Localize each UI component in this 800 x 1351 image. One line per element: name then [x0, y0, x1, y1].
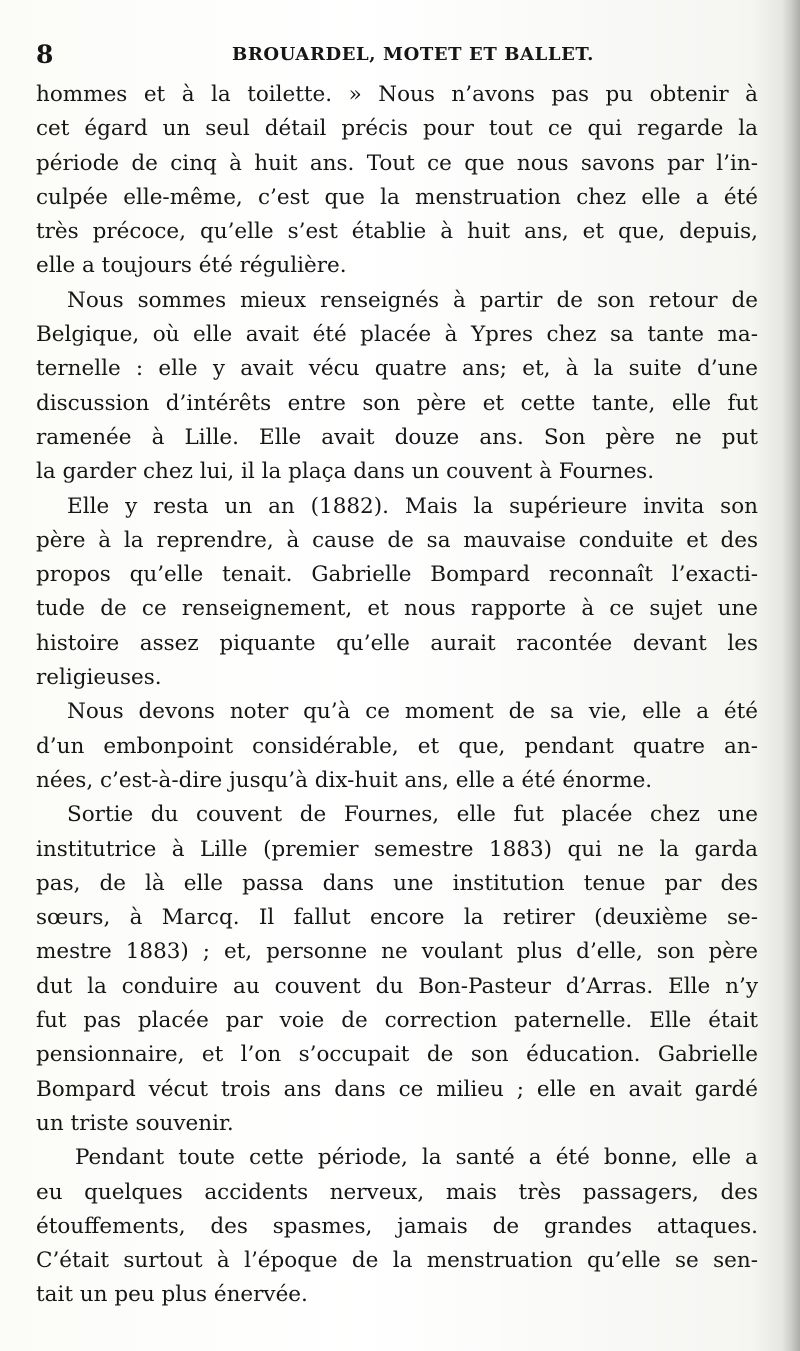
running-head: BROUARDEL, MOTET ET BALLET.	[232, 44, 594, 65]
paragraph	[36, 798, 758, 1141]
text-line: très précoce, qu’elle s’est établie à huit ans, et que, depuis,	[36, 219, 758, 245]
page-edge-shadow	[782, 0, 800, 1351]
text-line: la garder chez lui, il la plaça dans un couvent à Fournes.	[36, 459, 655, 485]
text-line: hommes et à la toilette. » Nous n’avons pas pu obtenir à	[36, 82, 758, 107]
paragraph	[36, 490, 758, 696]
text-line: ramenée à Lille. Elle avait douze ans. Son père ne put	[36, 424, 758, 450]
paragraph	[36, 284, 758, 490]
text-line: Bompard vécut trois ans dans ce milieu ; elle en avait gardé	[36, 1076, 758, 1102]
text-line: sœurs, à Marcq. Il fallut encore la retirer (deuxième se-	[36, 905, 758, 931]
body-text	[36, 78, 758, 1313]
text-line: père à la reprendre, à cause de sa mauvaise conduite et des	[36, 527, 758, 553]
text-line: d’un embonpoint considérable, et que, pendant quatre an-	[36, 733, 758, 759]
paragraph	[36, 1141, 758, 1312]
text-line: nées, c’est-à-dire jusqu’à dix-huit ans, elle a été énorme.	[36, 767, 653, 793]
text-line: institutrice à Lille (premier semestre 1883) qui ne la garda	[36, 836, 758, 862]
text-line: étouffements, des spasmes, jamais de grandes attaques.	[36, 1213, 758, 1239]
text-line: propos qu’elle tenait. Gabrielle Bompard reconnaît l’exacti-	[36, 562, 758, 588]
text-line: pas, de là elle passa dans une institution tenue par des	[36, 870, 758, 896]
text-line: pensionnaire, et l’on s’occupait de son éducation. Gabrielle	[36, 1042, 758, 1068]
text-line: dut la conduire au couvent du Bon-Pasteur d’Arras. Elle n’y	[36, 973, 758, 999]
text-line: Nous devons noter qu’à ce moment de sa vie, elle a été	[67, 699, 758, 725]
text-line: un triste souvenir.	[36, 1110, 234, 1136]
text-line: Belgique, où elle avait été placée à Ypres chez sa tante ma-	[36, 322, 758, 348]
text-line: culpée elle-même, c’est que la menstruation chez elle a été	[36, 184, 758, 210]
text-line: Elle y resta un an (1882). Mais la supérieure invita son	[67, 493, 758, 519]
paragraph	[36, 78, 758, 284]
text-line: Pendant toute cette période, la santé a été bonne, elle a	[75, 1145, 758, 1171]
text-line: tude de ce renseignement, et nous rapporte à ce sujet une	[36, 596, 758, 622]
text-line: cet égard un seul détail précis pour tout ce qui regarde la	[36, 116, 758, 142]
text-line: Nous sommes mieux renseignés à partir de son retour de	[67, 287, 758, 313]
paragraph	[36, 695, 758, 798]
page-header	[36, 38, 756, 72]
text-line: mestre 1883) ; et, personne ne voulant plus d’elle, son père	[36, 939, 758, 965]
text-line: C’était surtout à l’époque de la menstruation qu’elle se sen-	[36, 1248, 758, 1274]
page-number: 8	[36, 40, 54, 69]
text-line: discussion d’intérêts entre son père et cette tante, elle fut	[36, 390, 758, 416]
text-line: eu quelques accidents nerveux, mais très passagers, des	[36, 1179, 758, 1205]
text-line: histoire assez piquante qu’elle aurait racontée devant les	[36, 630, 758, 656]
text-line: Sortie du couvent de Fournes, elle fut placée chez une	[67, 802, 758, 828]
text-line: religieuses.	[36, 665, 162, 691]
text-line: tait un peu plus énervée.	[36, 1282, 308, 1308]
text-line: elle a toujours été régulière.	[36, 253, 347, 279]
text-line: période de cinq à huit ans. Tout ce que nous savons par l’in-	[36, 150, 758, 176]
text-line: ternelle : elle y avait vécu quatre ans; et, à la suite d’une	[36, 356, 758, 382]
text-line: fut pas placée par voie de correction paternelle. Elle était	[36, 1008, 758, 1034]
